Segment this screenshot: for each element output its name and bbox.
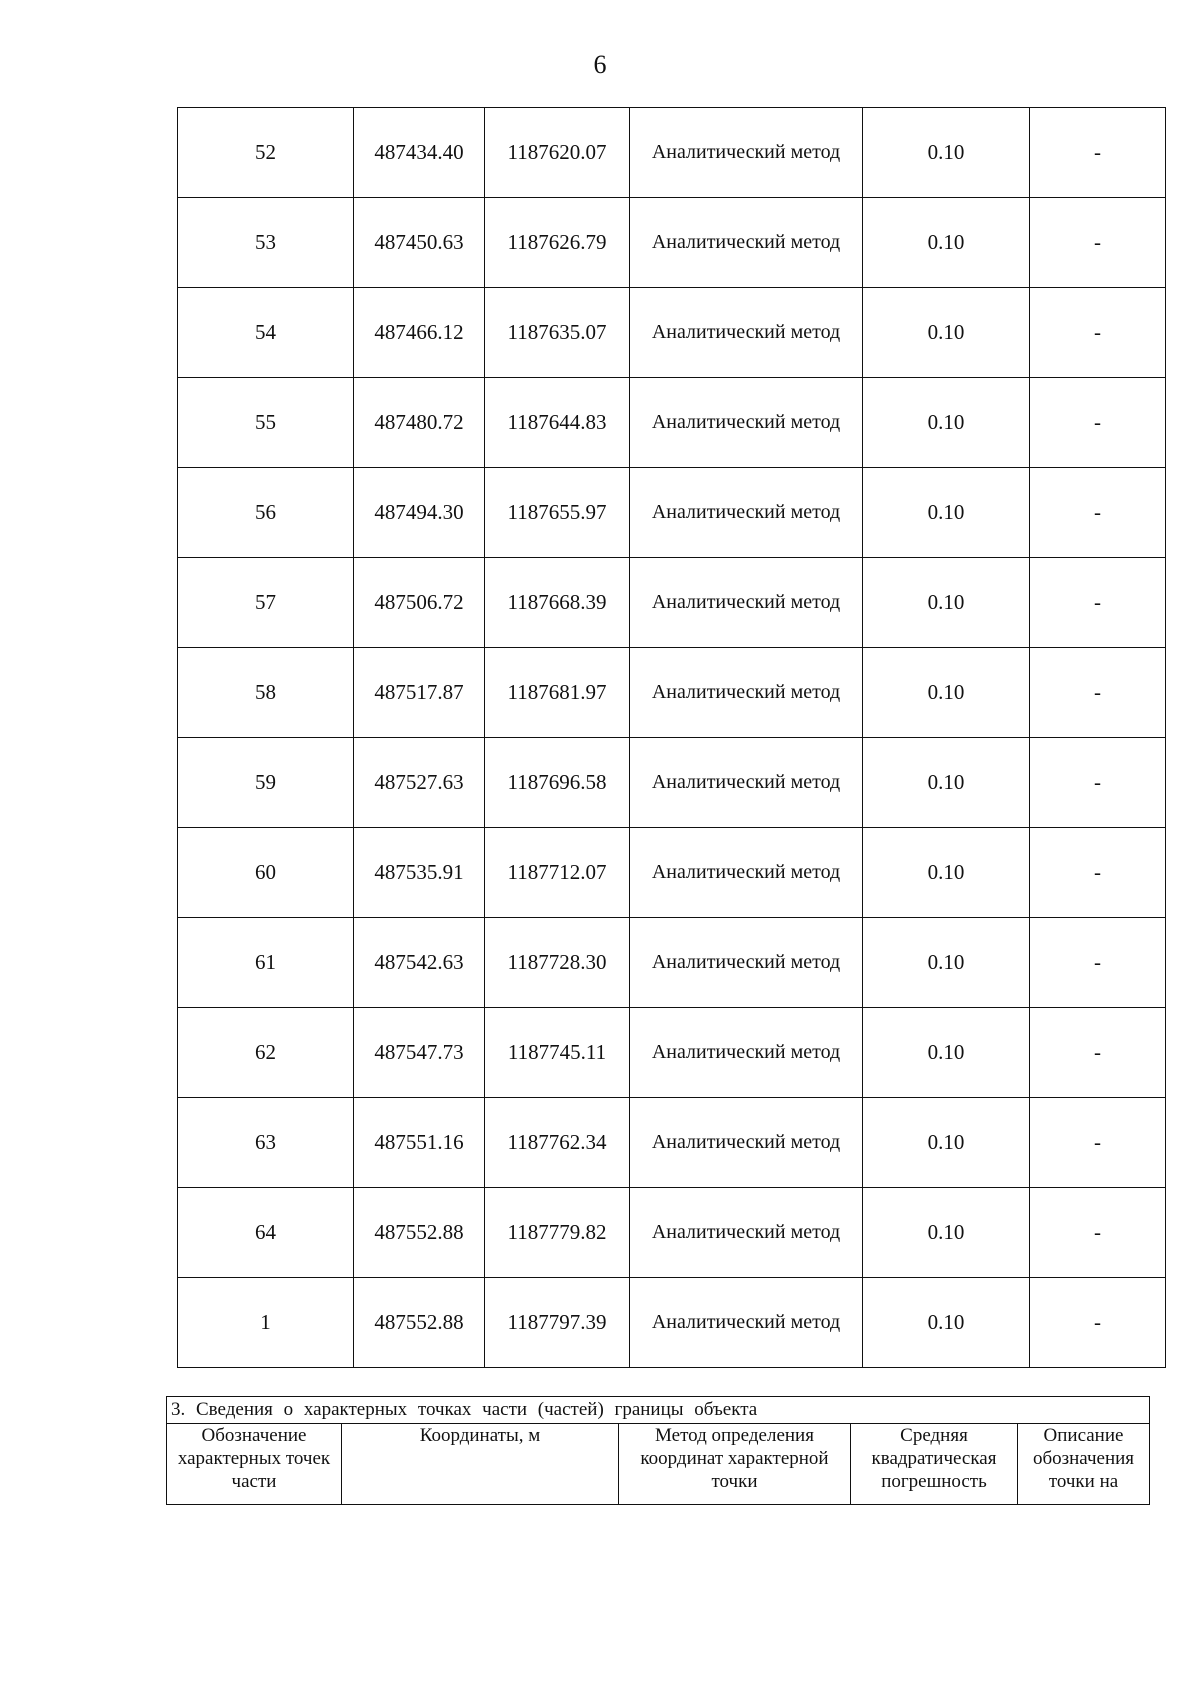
coordinate-x: 487517.87	[354, 648, 485, 738]
table-row	[178, 108, 1166, 198]
point-number: 54	[178, 288, 354, 378]
coordinate-x: 487450.63	[354, 198, 485, 288]
point-number: 64	[178, 1188, 354, 1278]
error-value: 0.10	[863, 1188, 1030, 1278]
point-description: -	[1030, 1008, 1166, 1098]
coordinate-y: 1187797.39	[485, 1278, 630, 1368]
method-cell: Аналитический метод	[630, 918, 863, 1008]
table-row	[178, 198, 1166, 288]
coordinate-x: 487466.12	[354, 288, 485, 378]
point-number: 56	[178, 468, 354, 558]
coordinate-y: 1187635.07	[485, 288, 630, 378]
method-cell: Аналитический метод	[630, 1278, 863, 1368]
point-number: 53	[178, 198, 354, 288]
point-description: -	[1030, 1098, 1166, 1188]
point-number: 63	[178, 1098, 354, 1188]
point-description: -	[1030, 1278, 1166, 1368]
section-3-title: 3. Сведения о характерных точках части (частей) границы объекта	[167, 1397, 1150, 1424]
error-value: 0.10	[863, 1008, 1030, 1098]
header-coordinates: Координаты, м	[342, 1424, 619, 1505]
coordinate-y: 1187745.11	[485, 1008, 630, 1098]
coordinate-y: 1187762.34	[485, 1098, 630, 1188]
point-number: 52	[178, 108, 354, 198]
coordinate-x: 487547.73	[354, 1008, 485, 1098]
point-number: 60	[178, 828, 354, 918]
point-description: -	[1030, 738, 1166, 828]
method-cell: Аналитический метод	[630, 648, 863, 738]
coordinate-y: 1187779.82	[485, 1188, 630, 1278]
point-number: 61	[178, 918, 354, 1008]
method-cell: Аналитический метод	[630, 108, 863, 198]
point-number: 59	[178, 738, 354, 828]
error-value: 0.10	[863, 648, 1030, 738]
point-description: -	[1030, 648, 1166, 738]
header-mean-square-error: Средняя квадратическая погрешность	[851, 1424, 1018, 1505]
error-value: 0.10	[863, 918, 1030, 1008]
table-row	[178, 558, 1166, 648]
point-description: -	[1030, 378, 1166, 468]
coordinate-x: 487527.63	[354, 738, 485, 828]
point-description: -	[1030, 198, 1166, 288]
method-cell: Аналитический метод	[630, 828, 863, 918]
table-row	[178, 468, 1166, 558]
point-description: -	[1030, 828, 1166, 918]
table-row	[178, 1098, 1166, 1188]
coordinate-x: 487480.72	[354, 378, 485, 468]
error-value: 0.10	[863, 828, 1030, 918]
header-point-designation: Обозначение характерных точек части	[167, 1424, 342, 1505]
coordinate-x: 487535.91	[354, 828, 485, 918]
error-value: 0.10	[863, 108, 1030, 198]
table-row	[178, 648, 1166, 738]
method-cell: Аналитический метод	[630, 378, 863, 468]
method-cell: Аналитический метод	[630, 1188, 863, 1278]
coordinate-x: 487506.72	[354, 558, 485, 648]
method-cell: Аналитический метод	[630, 468, 863, 558]
section-3-table	[166, 1396, 1150, 1505]
error-value: 0.10	[863, 1278, 1030, 1368]
point-description: -	[1030, 288, 1166, 378]
point-description: -	[1030, 558, 1166, 648]
point-number: 57	[178, 558, 354, 648]
coordinate-x: 487542.63	[354, 918, 485, 1008]
error-value: 0.10	[863, 468, 1030, 558]
method-cell: Аналитический метод	[630, 1008, 863, 1098]
table-row	[178, 1188, 1166, 1278]
error-value: 0.10	[863, 378, 1030, 468]
method-cell: Аналитический метод	[630, 198, 863, 288]
table-row	[178, 828, 1166, 918]
coordinate-y: 1187668.39	[485, 558, 630, 648]
point-description: -	[1030, 918, 1166, 1008]
coordinate-y: 1187681.97	[485, 648, 630, 738]
point-number: 55	[178, 378, 354, 468]
coordinate-x: 487552.88	[354, 1278, 485, 1368]
table-row	[178, 288, 1166, 378]
error-value: 0.10	[863, 288, 1030, 378]
coordinate-y: 1187644.83	[485, 378, 630, 468]
error-value: 0.10	[863, 558, 1030, 648]
method-cell: Аналитический метод	[630, 738, 863, 828]
coordinate-x: 487494.30	[354, 468, 485, 558]
coordinates-table-body	[178, 108, 1166, 1368]
point-number: 62	[178, 1008, 354, 1098]
table-row	[178, 918, 1166, 1008]
point-number: 58	[178, 648, 354, 738]
error-value: 0.10	[863, 738, 1030, 828]
error-value: 0.10	[863, 198, 1030, 288]
error-value: 0.10	[863, 1098, 1030, 1188]
table-row	[178, 1278, 1166, 1368]
coordinate-x: 487434.40	[354, 108, 485, 198]
coordinate-x: 487551.16	[354, 1098, 485, 1188]
table-row	[178, 738, 1166, 828]
method-cell: Аналитический метод	[630, 1098, 863, 1188]
point-number: 1	[178, 1278, 354, 1368]
header-point-description: Описание обозначения точки на	[1018, 1424, 1150, 1505]
page-number: 6	[593, 50, 607, 79]
point-description: -	[1030, 1188, 1166, 1278]
point-description: -	[1030, 468, 1166, 558]
coordinate-y: 1187728.30	[485, 918, 630, 1008]
coordinate-y: 1187620.07	[485, 108, 630, 198]
header-method: Метод определения координат характерной точки	[619, 1424, 851, 1505]
table-row	[178, 1008, 1166, 1098]
method-cell: Аналитический метод	[630, 288, 863, 378]
coordinate-x: 487552.88	[354, 1188, 485, 1278]
point-description: -	[1030, 108, 1166, 198]
coordinates-table	[177, 107, 1166, 1368]
coordinate-y: 1187696.58	[485, 738, 630, 828]
coordinate-y: 1187655.97	[485, 468, 630, 558]
table-row	[178, 378, 1166, 468]
coordinate-y: 1187626.79	[485, 198, 630, 288]
method-cell: Аналитический метод	[630, 558, 863, 648]
coordinate-y: 1187712.07	[485, 828, 630, 918]
